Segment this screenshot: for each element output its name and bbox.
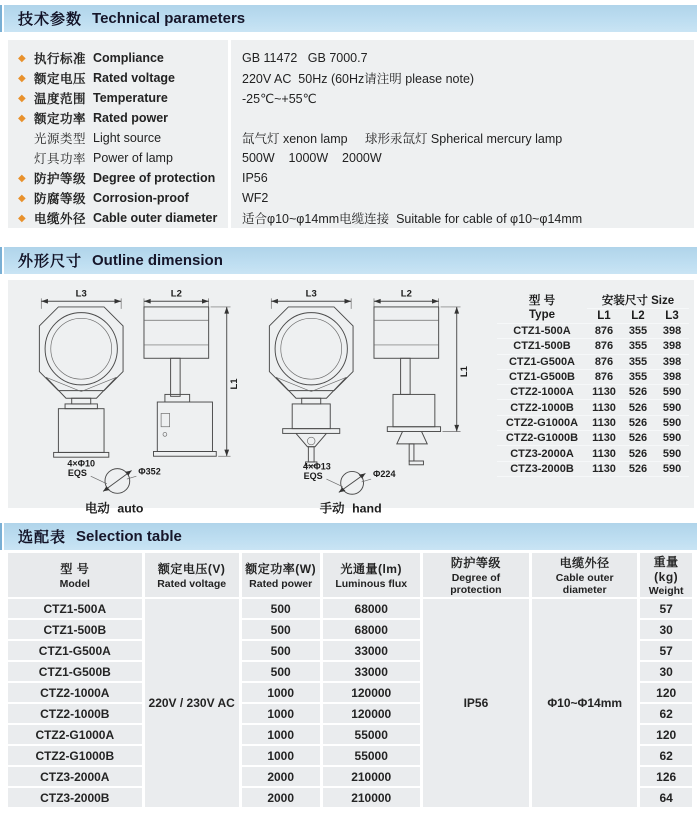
header-rated-voltage xyxy=(145,553,239,597)
header-cable-outer-diameter xyxy=(532,553,637,597)
selection-table xyxy=(5,551,695,809)
param-value: 220V AC 50Hz (60Hz请注明 please note) xyxy=(242,72,475,86)
weight-cell: 62 xyxy=(640,746,692,765)
model-cell: CTZ2-1000A xyxy=(8,683,142,702)
outline-drawing-auto xyxy=(22,286,246,519)
cable-merged-cell: Φ10~Φ14mm xyxy=(532,599,637,807)
type-cell: CTZ2-G1000B xyxy=(497,431,587,446)
param-label-zh: 电缆外径 xyxy=(34,212,87,226)
dim-label-l1: L1 xyxy=(229,378,241,390)
voltage-merged-cell: 220V / 230V AC xyxy=(145,599,239,807)
param-row-cable-outer-diameter xyxy=(8,208,694,228)
technical-parameters-panel xyxy=(8,40,694,228)
weight-cell: 64 xyxy=(640,788,692,807)
size-table-row xyxy=(497,385,689,400)
dim-label-l2: L2 xyxy=(400,288,412,300)
column-divider xyxy=(228,40,231,228)
param-label-en: Rated voltage xyxy=(93,71,175,85)
diamond-bullet-icon: ◆ xyxy=(18,72,26,84)
flux-cell: 55000 xyxy=(323,725,420,744)
diamond-bullet-icon: ◆ xyxy=(18,92,26,104)
section-title-zh: 外形尺寸 xyxy=(18,253,83,270)
section-title-en: Selection table xyxy=(76,528,182,545)
size-header-l3: L3 xyxy=(655,309,689,324)
param-label-zh: 额定电压 xyxy=(34,72,87,86)
l1-cell: 1130 xyxy=(587,431,621,446)
model-cell: CTZ2-1000B xyxy=(8,704,142,723)
param-row-rated-power xyxy=(8,108,694,128)
param-label-zh: 防腐等级 xyxy=(34,192,87,206)
power-cell: 1000 xyxy=(242,725,320,744)
weight-cell: 62 xyxy=(640,704,692,723)
drawing-caption-en: auto xyxy=(117,501,144,516)
size-table-row xyxy=(497,400,689,415)
flux-cell: 33000 xyxy=(323,641,420,660)
power-cell: 1000 xyxy=(242,746,320,765)
drawing-caption-en: hand xyxy=(352,501,382,516)
section-title-en: Technical parameters xyxy=(92,10,246,27)
l3-cell: 398 xyxy=(655,354,689,369)
header-zh: 重量(kg) xyxy=(653,555,679,584)
l2-cell: 355 xyxy=(621,369,655,384)
type-cell: CTZ2-1000A xyxy=(497,385,587,400)
size-table xyxy=(497,292,689,477)
model-cell: CTZ2-G1000B xyxy=(8,746,142,765)
param-label-en: Compliance xyxy=(93,51,164,65)
weight-cell: 30 xyxy=(640,662,692,681)
selection-table-wrap xyxy=(5,551,695,809)
param-value: -25℃~+55℃ xyxy=(242,91,317,106)
l3-cell: 398 xyxy=(655,339,689,354)
l2-cell: 526 xyxy=(621,385,655,400)
flux-cell: 68000 xyxy=(323,620,420,639)
size-table-header-type xyxy=(497,292,587,324)
drawing-caption-zh: 手动 xyxy=(319,501,345,516)
header-degree-of-protection xyxy=(423,553,529,597)
l2-cell: 526 xyxy=(621,431,655,446)
section-title-zh: 技术参数 xyxy=(18,11,83,28)
power-cell: 2000 xyxy=(242,788,320,807)
model-cell: CTZ1-G500B xyxy=(8,662,142,681)
param-label-en: Corrosion-proof xyxy=(93,191,189,205)
l2-cell: 526 xyxy=(621,461,655,476)
flux-cell: 120000 xyxy=(323,683,420,702)
section-header-outline-dimension xyxy=(0,247,697,274)
power-cell: 1000 xyxy=(242,683,320,702)
header-luminous-flux xyxy=(323,553,420,597)
weight-cell: 57 xyxy=(640,641,692,660)
outline-drawing-hand xyxy=(252,286,476,519)
param-label-en: Power of lamp xyxy=(93,151,173,165)
size-header-type-zh: 型 号 xyxy=(528,294,556,307)
type-cell: CTZ3-2000B xyxy=(497,461,587,476)
bolt-circle-label: Φ224 xyxy=(373,469,396,480)
eqs-label: EQS xyxy=(303,471,323,482)
diamond-bullet-icon: ◆ xyxy=(18,112,26,124)
header-en: Degree of protection xyxy=(450,572,502,596)
model-cell: CTZ1-500A xyxy=(8,599,142,618)
model-cell: CTZ2-G1000A xyxy=(8,725,142,744)
l3-cell: 590 xyxy=(655,431,689,446)
l1-cell: 876 xyxy=(587,324,621,339)
header-en: Luminous flux xyxy=(335,578,408,590)
l3-cell: 398 xyxy=(655,324,689,339)
param-value: 适合φ10~φ14mm电缆连接 Suitable for cable of φ10~φ14mm xyxy=(242,212,583,226)
header-model xyxy=(8,553,142,597)
power-cell: 1000 xyxy=(242,704,320,723)
weight-cell: 126 xyxy=(640,767,692,786)
weight-cell: 57 xyxy=(640,599,692,618)
size-header-l1: L1 xyxy=(587,309,621,324)
eqs-label: EQS xyxy=(67,468,87,479)
l1-cell: 1130 xyxy=(587,415,621,430)
param-value: IP56 xyxy=(242,171,268,185)
section-title-en: Outline dimension xyxy=(92,252,223,269)
header-accent-strip xyxy=(0,5,4,32)
size-header-type-en: Type xyxy=(529,308,555,321)
dim-label-l3: L3 xyxy=(75,288,87,300)
l1-cell: 876 xyxy=(587,369,621,384)
model-cell: CTZ3-2000B xyxy=(8,788,142,807)
l1-cell: 1130 xyxy=(587,461,621,476)
dim-label-l3: L3 xyxy=(305,288,317,300)
flux-cell: 68000 xyxy=(323,599,420,618)
param-row-rated-voltage xyxy=(8,68,694,88)
type-cell: CTZ2-1000B xyxy=(497,400,587,415)
l3-cell: 590 xyxy=(655,415,689,430)
header-zh: 额定电压(V) xyxy=(157,562,226,576)
header-weight xyxy=(640,553,692,597)
model-cell: CTZ1-G500A xyxy=(8,641,142,660)
param-label-zh: 防护等级 xyxy=(34,172,87,186)
power-cell: 500 xyxy=(242,620,320,639)
header-en: Rated voltage xyxy=(157,578,227,590)
l2-cell: 526 xyxy=(621,400,655,415)
section-header-technical-parameters xyxy=(0,5,697,32)
l1-cell: 876 xyxy=(587,354,621,369)
outline-dimension-panel xyxy=(8,280,694,516)
l3-cell: 398 xyxy=(655,369,689,384)
param-label-en: Degree of protection xyxy=(93,171,216,185)
size-table-row xyxy=(497,446,689,461)
param-row-power-of-lamp xyxy=(8,148,694,168)
flux-cell: 120000 xyxy=(323,704,420,723)
size-table-row xyxy=(497,324,689,339)
param-label-zh: 额定功率 xyxy=(34,112,87,126)
param-label-en: Light source xyxy=(93,131,162,145)
bolt-holes-label: 4×Φ10 xyxy=(67,458,96,469)
type-cell: CTZ2-G1000A xyxy=(497,415,587,430)
header-rated-power xyxy=(242,553,320,597)
diamond-bullet-icon: ◆ xyxy=(18,172,26,184)
power-cell: 2000 xyxy=(242,767,320,786)
type-cell: CTZ3-2000A xyxy=(497,446,587,461)
type-cell: CTZ1-500B xyxy=(497,339,587,354)
param-row-light-source xyxy=(8,128,694,148)
l3-cell: 590 xyxy=(655,446,689,461)
param-row-compliance xyxy=(8,48,694,68)
weight-cell: 120 xyxy=(640,683,692,702)
size-table-row xyxy=(497,369,689,384)
type-cell: CTZ1-G500B xyxy=(497,369,587,384)
param-value: WF2 xyxy=(242,191,269,205)
type-cell: CTZ1-500A xyxy=(497,324,587,339)
power-cell: 500 xyxy=(242,662,320,681)
model-cell: CTZ3-2000A xyxy=(8,767,142,786)
dim-label-l2: L2 xyxy=(170,288,182,300)
diamond-bullet-icon: ◆ xyxy=(18,212,26,224)
param-label-en: Rated power xyxy=(93,111,169,125)
param-row-degree-of-protection xyxy=(8,168,694,188)
header-zh: 电缆外径 xyxy=(559,556,610,570)
flux-cell: 33000 xyxy=(323,662,420,681)
l2-cell: 355 xyxy=(621,324,655,339)
l3-cell: 590 xyxy=(655,385,689,400)
size-header-size: 安装尺寸 Size xyxy=(587,292,689,309)
header-en: Weight xyxy=(648,585,684,597)
l2-cell: 526 xyxy=(621,446,655,461)
param-row-corrosion-proof xyxy=(8,188,694,208)
header-zh: 型 号 xyxy=(60,562,90,576)
size-table-row xyxy=(497,339,689,354)
l1-cell: 876 xyxy=(587,339,621,354)
header-en: Model xyxy=(59,578,90,590)
l2-cell: 355 xyxy=(621,354,655,369)
header-zh: 光通量(lm) xyxy=(340,562,402,576)
size-table-row xyxy=(497,354,689,369)
header-en: Rated power xyxy=(249,578,313,590)
param-value: 氙气灯 xenon lamp 球形汞氙灯 Spherical mercury lamp xyxy=(242,132,563,146)
header-accent-strip xyxy=(0,247,4,274)
dim-label-l1: L1 xyxy=(459,366,471,378)
weight-cell: 120 xyxy=(640,725,692,744)
selection-header-row xyxy=(8,553,692,597)
l1-cell: 1130 xyxy=(587,385,621,400)
param-row-temperature xyxy=(8,88,694,108)
drawing-caption-zh: 电动 xyxy=(85,501,110,516)
size-table-row xyxy=(497,415,689,430)
l3-cell: 590 xyxy=(655,461,689,476)
l2-cell: 526 xyxy=(621,415,655,430)
diamond-bullet-icon: ◆ xyxy=(18,192,26,204)
param-value: GB 11472 GB 7000.7 xyxy=(242,51,368,65)
param-label-en: Cable outer diameter xyxy=(93,211,218,225)
power-cell: 500 xyxy=(242,641,320,660)
l1-cell: 1130 xyxy=(587,400,621,415)
diamond-bullet-icon: ◆ xyxy=(18,52,26,64)
section-header-selection-table xyxy=(0,523,697,550)
bolt-holes-label: 4×Φ13 xyxy=(303,461,331,472)
param-label-zh: 温度范围 xyxy=(34,92,87,106)
protection-merged-cell: IP56 xyxy=(423,599,529,807)
size-header-l2: L2 xyxy=(621,309,655,324)
size-table-row xyxy=(497,431,689,446)
l3-cell: 590 xyxy=(655,400,689,415)
header-accent-strip xyxy=(0,523,4,550)
weight-cell: 30 xyxy=(640,620,692,639)
type-cell: CTZ1-G500A xyxy=(497,354,587,369)
header-zh: 额定功率(W) xyxy=(245,562,317,576)
size-table-row xyxy=(497,461,689,476)
header-en: Cable outer diameter xyxy=(555,572,614,596)
param-label-zh: 灯具功率 xyxy=(34,152,87,166)
param-label-zh: 光源类型 xyxy=(34,132,87,146)
flux-cell: 210000 xyxy=(323,767,420,786)
section-title-zh: 选配表 xyxy=(18,529,67,546)
l2-cell: 355 xyxy=(621,339,655,354)
bolt-circle-label: Φ352 xyxy=(138,466,161,477)
flux-cell: 210000 xyxy=(323,788,420,807)
param-value: 500W 1000W 2000W xyxy=(242,151,382,165)
table-row xyxy=(8,599,692,618)
power-cell: 500 xyxy=(242,599,320,618)
param-label-en: Temperature xyxy=(93,91,168,105)
l1-cell: 1130 xyxy=(587,446,621,461)
model-cell: CTZ1-500B xyxy=(8,620,142,639)
flux-cell: 55000 xyxy=(323,746,420,765)
param-label-zh: 执行标准 xyxy=(34,52,87,66)
header-zh: 防护等级 xyxy=(450,556,501,570)
